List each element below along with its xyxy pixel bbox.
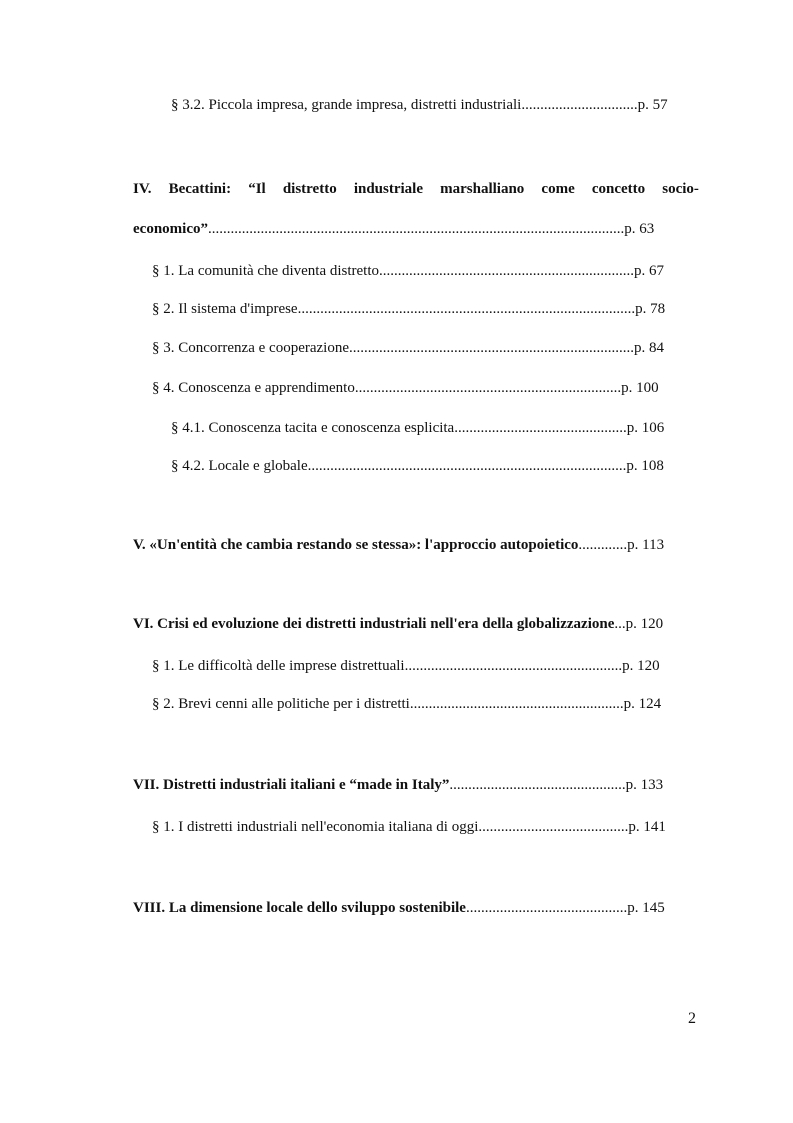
toc-page: p. 141 — [628, 819, 666, 835]
toc-label: § 2. Il sistema d'imprese — [152, 301, 298, 317]
toc-label: § 4. Conoscenza e apprendimento — [152, 380, 355, 396]
toc-dots: ............................................... — [449, 777, 626, 793]
toc-label: VIII. La dimensione locale dello sviluppo sostenibile — [133, 900, 466, 916]
toc-page: p. 145 — [627, 900, 665, 916]
toc-word: IV. — [133, 181, 152, 197]
toc-dots: ... — [614, 616, 626, 632]
toc-dots: ............................... — [521, 97, 638, 113]
toc-entry-3-2 — [171, 95, 668, 115]
toc-entry-4-3 — [152, 338, 664, 358]
toc-label: § 1. La comunità che diventa distretto — [152, 263, 380, 279]
toc-word: Becattini: — [168, 181, 232, 197]
toc-label: § 4.1. Conoscenza tacita e conoscenza esplicita — [171, 420, 455, 436]
toc-entry-4-1 — [152, 261, 664, 281]
toc-label: § 3. Concorrenza e cooperazione — [152, 340, 349, 356]
toc-word: come — [541, 181, 575, 197]
toc-dots: ............. — [578, 537, 628, 553]
toc-dots: ......................................................... — [409, 696, 624, 712]
toc-dots: .............................................. — [454, 420, 627, 436]
toc-label: § 2. Brevi cenni alle politiche per i distretti — [152, 696, 410, 712]
toc-label: VI. Crisi ed evoluzione dei distretti industriali nell'era della globalizzazione — [133, 616, 615, 632]
toc-page: p. 67 — [634, 263, 665, 279]
toc-chapter-4-line2 — [133, 219, 654, 239]
toc-dots: ........................................... — [465, 900, 628, 916]
toc-word: industriale — [353, 181, 424, 197]
toc-page: p. 120 — [622, 658, 660, 674]
toc-page: p. 133 — [625, 777, 664, 793]
toc-entry-4-4 — [152, 378, 659, 398]
toc-dots: .......................................................................................... — [297, 301, 636, 317]
toc-page: p. 78 — [635, 301, 666, 317]
toc-page: p. 63 — [624, 221, 655, 237]
toc-page: p. 57 — [637, 97, 668, 113]
toc-page: p. 106 — [626, 420, 665, 436]
toc-entry-4-2 — [152, 299, 665, 319]
toc-page: p. 120 — [625, 616, 664, 632]
toc-page: p. 113 — [627, 537, 665, 553]
toc-page: p. 108 — [626, 458, 664, 474]
toc-entry-6-1 — [152, 656, 660, 676]
toc-dots: .......................................................... — [404, 658, 623, 674]
toc-entry-4-4-2 — [171, 456, 664, 476]
toc-chapter-4-line1 — [133, 179, 699, 199]
toc-label: § 4.2. Locale e globale — [171, 458, 308, 474]
toc-page: p. 84 — [634, 340, 664, 356]
toc-label: § 1. I distretti industriali nell'economia italiana di oggi — [152, 819, 479, 835]
toc-chapter-6 — [133, 614, 663, 634]
toc-page: p. 124 — [623, 696, 662, 712]
toc-dots: ............................................................................ — [349, 340, 634, 356]
page-number: 2 — [688, 1010, 696, 1027]
toc-dots: ........................................ — [478, 819, 629, 835]
toc-label: § 1. Le difficoltà delle imprese distrettuali — [152, 658, 405, 674]
toc-label: economico” — [133, 221, 208, 237]
toc-dots: ............................................................................................................... — [207, 221, 625, 237]
toc-word: concetto — [591, 181, 646, 197]
toc-chapter-5 — [133, 535, 664, 555]
toc-label: V. «Un'entità che cambia restando se stessa»: l'approccio autopoietico — [133, 537, 579, 553]
toc-page: p. 100 — [621, 380, 659, 396]
toc-label: § 3.2. Piccola impresa, grande impresa, distretti industriali — [171, 97, 522, 113]
toc-dots: ..................................................................................... — [307, 458, 627, 474]
toc-word: socio- — [662, 181, 699, 197]
toc-label: VII. Distretti industriali italiani e “made in Italy” — [133, 777, 450, 793]
toc-entry-7-1 — [152, 817, 666, 837]
toc-word: “Il — [248, 181, 266, 197]
toc-dots: ....................................................................... — [354, 380, 622, 396]
toc-word: marshalliano — [440, 181, 525, 197]
toc-dots: .................................................................... — [379, 263, 635, 279]
toc-entry-6-2 — [152, 694, 661, 714]
toc-word: distretto — [282, 181, 337, 197]
toc-chapter-8 — [133, 898, 665, 918]
toc-chapter-7 — [133, 775, 663, 795]
toc-entry-4-4-1 — [171, 418, 664, 438]
